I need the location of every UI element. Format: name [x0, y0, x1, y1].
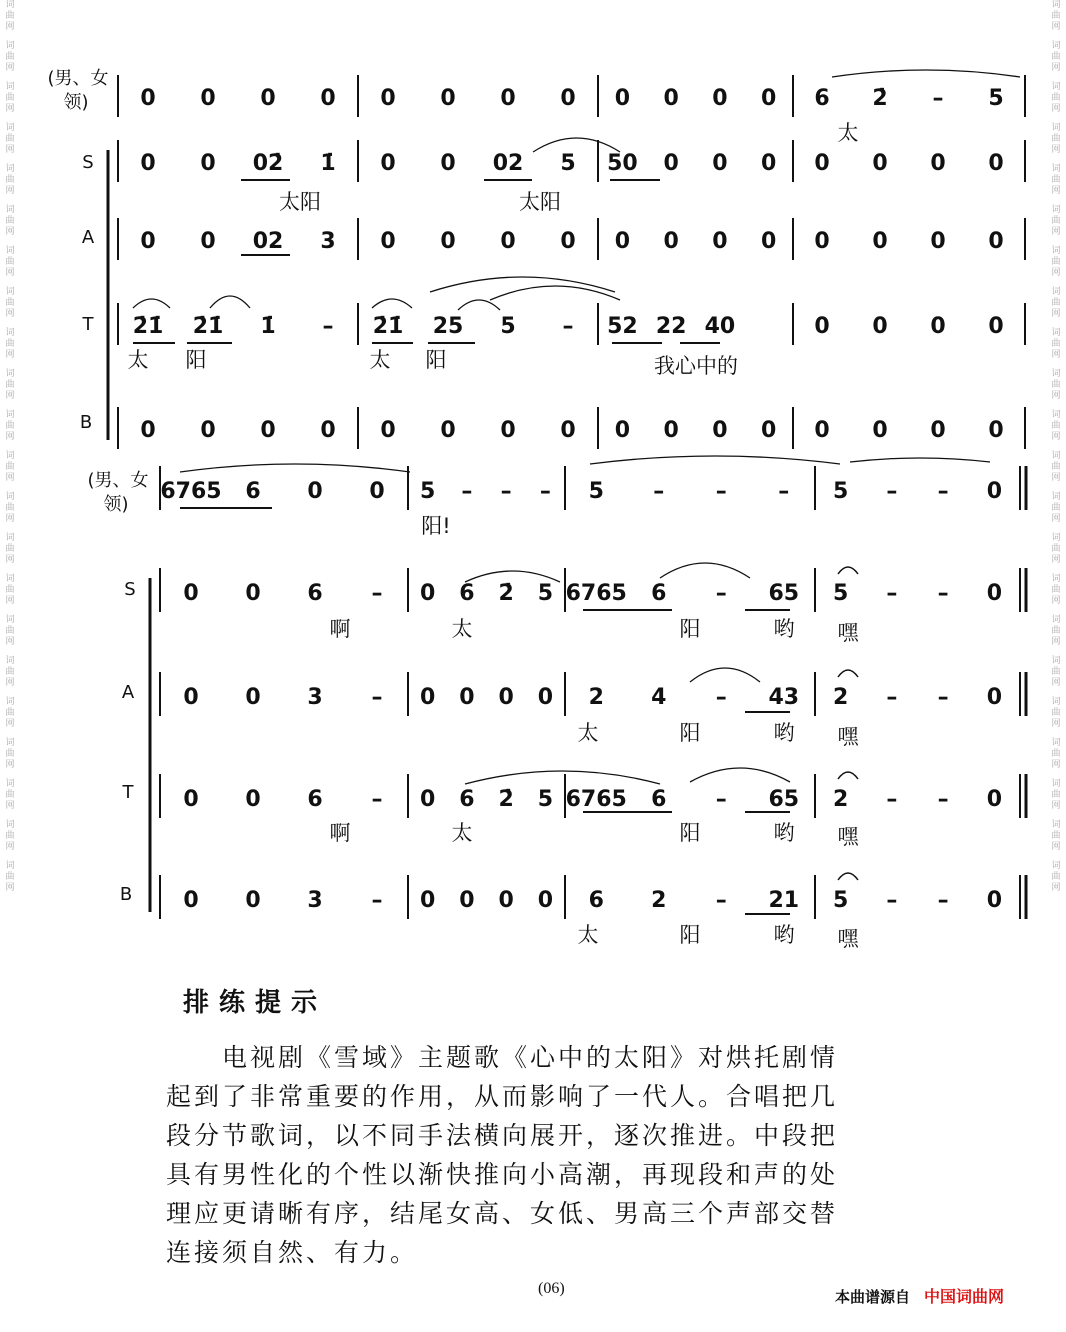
note-A: 0	[500, 229, 516, 254]
note-leader: 2̇	[872, 86, 888, 111]
tips-line: 起到了非常重要的作用，从而影响了一代人。合唱把几	[166, 1082, 839, 1111]
note-leader: 0	[560, 86, 576, 111]
note-T: 0	[183, 787, 199, 812]
note-S: –	[715, 581, 727, 606]
note-B: 0	[537, 888, 554, 913]
note-A: 0	[140, 229, 156, 254]
watermark-text: 词曲网	[5, 123, 15, 155]
note-S: 0	[712, 151, 728, 176]
note-S: 0	[440, 151, 456, 176]
note-leader: 6	[814, 86, 830, 111]
voice-label: T	[82, 314, 94, 335]
slur	[465, 771, 660, 784]
note-B: –	[371, 888, 383, 913]
note-T: 6	[651, 787, 667, 812]
note-T: 6765	[565, 787, 627, 812]
note-B: 0	[814, 418, 830, 443]
note-B: 0	[500, 418, 516, 443]
watermark-text: 词曲网	[5, 738, 15, 770]
watermark-text: 词曲网	[1051, 820, 1061, 852]
tips-line: 电视剧《雪域》主题歌《心中的太阳》对烘托剧情	[166, 1043, 839, 1072]
note-leader: 0	[712, 86, 728, 111]
note-T: 0	[930, 314, 946, 339]
slur	[133, 299, 170, 308]
rehearsal-tips-body	[166, 1038, 956, 1272]
note-S: 0	[245, 581, 261, 606]
note-A: 0	[200, 229, 216, 254]
watermark-text: 词曲网	[1051, 0, 1061, 32]
note-S: 0	[663, 151, 679, 176]
note-leader: –	[932, 86, 944, 111]
slur	[458, 300, 500, 310]
fermata	[838, 670, 858, 677]
note-T: 0	[988, 314, 1004, 339]
note-A: 0	[183, 685, 199, 710]
note-leader: 5	[832, 479, 849, 504]
watermark-text: 词曲网	[1051, 287, 1061, 319]
watermark-text: 词曲网	[1051, 451, 1061, 483]
lyric: 我心中的	[654, 354, 738, 378]
note-T: 0	[814, 314, 830, 339]
note-S: 5	[560, 151, 576, 176]
note-A: 0	[930, 229, 946, 254]
note-S: 5	[537, 581, 554, 606]
voice-label: T	[122, 782, 134, 803]
note-S: –	[371, 581, 383, 606]
voice-label: 领)	[103, 494, 129, 515]
note-leader: –	[778, 479, 790, 504]
lyric: 太	[127, 348, 149, 372]
note-T: 6	[307, 787, 323, 812]
note-B: 0	[712, 418, 728, 443]
watermark-text: 词曲网	[1051, 164, 1061, 196]
note-leader: 0	[986, 479, 1003, 504]
watermark-text: 词曲网	[5, 492, 15, 524]
lyric: 太阳	[279, 190, 321, 214]
note-A: 43	[768, 685, 800, 710]
lyric: 太	[369, 348, 391, 372]
note-T: 65	[768, 787, 800, 812]
note-T: –	[937, 787, 949, 812]
note-B: 0	[986, 888, 1003, 913]
tips-line: 理应更请晰有序，结尾女高、女低、男高三个声部交替	[166, 1199, 839, 1228]
note-B: 0	[183, 888, 199, 913]
watermark-text: 词曲网	[5, 820, 15, 852]
watermark-text: 词曲网	[1051, 738, 1061, 770]
note-T: 0	[419, 787, 436, 812]
fermata	[838, 567, 858, 574]
note-leader: –	[461, 479, 473, 504]
note-S: 6	[651, 581, 667, 606]
note-S: 0	[930, 151, 946, 176]
note-T: 25	[432, 314, 464, 339]
note-S: 5	[832, 581, 849, 606]
note-T: 2̇1̇	[372, 314, 404, 339]
note-leader: 0	[500, 86, 516, 111]
note-B: 0	[419, 888, 436, 913]
slur	[850, 458, 990, 462]
lyric: 啊	[329, 821, 351, 845]
note-leader: –	[937, 479, 949, 504]
lyric: 阳	[679, 923, 701, 947]
note-S: 2̇	[498, 581, 514, 606]
note-T: –	[562, 314, 574, 339]
lyric: 太	[577, 923, 599, 947]
note-T: –	[371, 787, 383, 812]
lyric: 太	[837, 121, 859, 145]
voice-label: A	[81, 227, 95, 248]
note-T: –	[886, 787, 898, 812]
note-A: 3	[320, 229, 336, 254]
watermark-text: 词曲网	[5, 861, 15, 893]
watermark-text: 词曲网	[1051, 492, 1061, 524]
slur	[832, 70, 1020, 77]
note-S: –	[937, 581, 949, 606]
watermark-text: 词曲网	[1051, 697, 1061, 729]
fermata	[838, 772, 858, 779]
lyric: 太	[451, 617, 473, 641]
watermark-text: 词曲网	[5, 451, 15, 483]
note-B: 0	[930, 418, 946, 443]
note-S: 02	[492, 151, 524, 176]
note-S: 0	[183, 581, 199, 606]
note-B: 0	[872, 418, 888, 443]
note-T: 52	[607, 314, 638, 339]
note-B: –	[886, 888, 898, 913]
note-leader: 5	[588, 479, 604, 504]
note-B: 0	[200, 418, 216, 443]
note-leader: 0	[440, 86, 456, 111]
note-A: 0	[440, 229, 456, 254]
slur	[660, 563, 750, 578]
note-A: 0	[537, 685, 554, 710]
note-leader: 0	[200, 86, 216, 111]
watermark-text: 词曲网	[1051, 861, 1061, 893]
note-A: 0	[760, 229, 777, 254]
note-A: 0	[380, 229, 396, 254]
watermark-text: 词曲网	[5, 0, 15, 32]
watermark-text: 词曲网	[1051, 533, 1061, 565]
note-leader: –	[653, 479, 665, 504]
note-leader: 5	[419, 479, 436, 504]
lyric: 阳	[185, 348, 207, 372]
note-S: 0	[872, 151, 888, 176]
note-S: 0	[986, 581, 1003, 606]
voice-label: (男、女	[87, 470, 149, 491]
note-S: –	[886, 581, 898, 606]
note-B: 0	[560, 418, 576, 443]
note-T: 2̇1̇	[192, 314, 224, 339]
watermark-text: 词曲网	[5, 779, 15, 811]
note-A: 2	[588, 685, 604, 710]
voice-label: B	[119, 884, 133, 905]
note-A: 0	[614, 229, 631, 254]
note-leader: –	[886, 479, 898, 504]
voice-label: A	[121, 682, 135, 703]
lyric: 嘿	[837, 725, 859, 749]
note-B: 0	[380, 418, 396, 443]
note-S: 0	[419, 581, 436, 606]
note-A: 2	[832, 685, 849, 710]
watermark-text: 词曲网	[5, 697, 15, 729]
tips-line: 连接须自然、有力。	[166, 1238, 419, 1267]
slur	[210, 296, 250, 308]
note-A: 0	[498, 685, 514, 710]
voice-label: S	[82, 152, 94, 173]
voice-label: S	[124, 579, 136, 600]
page-number: (06)	[538, 1280, 565, 1297]
note-T: 2	[832, 787, 849, 812]
note-B: 0	[614, 418, 631, 443]
note-A: 0	[814, 229, 830, 254]
note-T: –	[715, 787, 727, 812]
watermark-text: 词曲网	[5, 410, 15, 442]
note-A: –	[371, 685, 383, 710]
note-B: –	[937, 888, 949, 913]
tips-line: 段分节歌词，以不同手法横向展开，逐次推进。中段把	[166, 1121, 839, 1150]
watermark-text: 词曲网	[5, 41, 15, 73]
note-B: 0	[245, 888, 261, 913]
note-B: 3	[307, 888, 323, 913]
lyric: 太	[451, 821, 473, 845]
lyric: 哟	[773, 721, 795, 745]
voice-label: B	[79, 412, 93, 433]
note-B: 0	[320, 418, 336, 443]
note-B: 0	[440, 418, 456, 443]
lyric: 阳	[679, 617, 701, 641]
note-leader: 0	[760, 86, 777, 111]
watermark-text: 词曲网	[5, 369, 15, 401]
lyric: 嘿	[837, 621, 859, 645]
note-leader: –	[500, 479, 512, 504]
slur	[690, 668, 760, 682]
lyric: 哟	[773, 923, 795, 947]
lyric: 嘿	[837, 825, 859, 849]
note-T: 1̇	[260, 314, 276, 339]
note-leader: 0	[260, 86, 276, 111]
note-T: 0	[245, 787, 261, 812]
watermark-text: 词曲网	[5, 328, 15, 360]
note-S: 0	[200, 151, 216, 176]
note-T: 2̇1̇	[132, 314, 164, 339]
note-S: 0	[380, 151, 396, 176]
note-A: 0	[663, 229, 679, 254]
note-S: 0	[760, 151, 777, 176]
source-label: 本曲谱源自	[835, 1288, 911, 1306]
rehearsal-tips-title: 排练提示	[183, 988, 328, 1018]
note-A: 0	[459, 685, 475, 710]
slur	[533, 138, 620, 152]
note-A: 0	[712, 229, 728, 254]
note-T: 40	[704, 314, 736, 339]
note-B: 0	[459, 888, 475, 913]
note-S: 6765	[565, 581, 627, 606]
note-leader: 0	[307, 479, 323, 504]
note-B: 0	[988, 418, 1004, 443]
watermark-text: 词曲网	[5, 574, 15, 606]
lyric: 阳	[679, 721, 701, 745]
watermark-text: 词曲网	[1051, 369, 1061, 401]
note-A: 0	[419, 685, 436, 710]
lyric: 太	[577, 721, 599, 745]
source-credit	[835, 1284, 1004, 1307]
note-leader: 0	[320, 86, 336, 111]
slur	[372, 299, 412, 308]
note-B: 21	[768, 888, 800, 913]
note-A: 0	[986, 685, 1003, 710]
note-S: 1̇	[320, 151, 336, 176]
watermark-text: 词曲网	[5, 656, 15, 688]
note-A: 0	[245, 685, 261, 710]
note-T: 0	[872, 314, 888, 339]
note-B: 6	[588, 888, 604, 913]
watermark-text: 词曲网	[1051, 82, 1061, 114]
note-S: 0	[988, 151, 1004, 176]
watermark-text: 词曲网	[1051, 246, 1061, 278]
note-A: –	[715, 685, 727, 710]
site-name[interactable]: 中国词曲网	[924, 1287, 1005, 1306]
note-A: 0	[872, 229, 888, 254]
note-B: 0	[498, 888, 514, 913]
note-T: 2̇	[498, 787, 514, 812]
note-A: 02	[252, 229, 284, 254]
note-S: 02̇	[252, 151, 284, 176]
lyric: 嘿	[837, 927, 859, 951]
note-S: 0	[140, 151, 156, 176]
note-S: 6	[459, 581, 475, 606]
note-leader: 5	[988, 86, 1004, 111]
watermark-text: 词曲网	[1051, 41, 1061, 73]
note-leader: 0	[140, 86, 156, 111]
watermark-text: 词曲网	[5, 82, 15, 114]
lyric: 哟	[773, 617, 795, 641]
lyric: 哟	[773, 821, 795, 845]
watermark-text: 词曲网	[1051, 328, 1061, 360]
note-T: 5	[537, 787, 554, 812]
note-A: 0	[988, 229, 1004, 254]
note-A: 4	[651, 685, 667, 710]
tips-line: 具有男性化的个性以渐快推向小高潮，再现段和声的处	[166, 1160, 839, 1189]
watermark-text: 词曲网	[1051, 410, 1061, 442]
note-A: –	[886, 685, 898, 710]
note-leader: 0	[380, 86, 396, 111]
note-leader: 6765	[160, 479, 222, 504]
note-B: 0	[760, 418, 777, 443]
watermark-text: 词曲网	[5, 533, 15, 565]
watermark-text: 词曲网	[1051, 574, 1061, 606]
note-B: 5	[832, 888, 849, 913]
note-A: –	[937, 685, 949, 710]
note-S: 50	[607, 151, 638, 176]
slur	[180, 464, 410, 472]
note-leader: –	[715, 479, 727, 504]
note-B: 0	[260, 418, 276, 443]
note-T: –	[322, 314, 334, 339]
watermark-text: 词曲网	[5, 615, 15, 647]
note-B: 0	[663, 418, 679, 443]
note-S: 6	[307, 581, 323, 606]
note-B: 0	[140, 418, 156, 443]
watermark-text: 词曲网	[5, 246, 15, 278]
lyric: 阳	[425, 348, 447, 372]
watermark-text: 词曲网	[1051, 779, 1061, 811]
watermark-text: 词曲网	[1051, 615, 1061, 647]
note-leader: 6	[245, 479, 261, 504]
slur	[690, 768, 790, 782]
note-leader: 0	[614, 86, 631, 111]
note-T: 5	[500, 314, 516, 339]
note-A: 0	[560, 229, 576, 254]
watermark-text: 词曲网	[5, 164, 15, 196]
note-T: 6	[459, 787, 475, 812]
fermata	[838, 873, 858, 880]
lyric: 阳	[679, 821, 701, 845]
note-B: –	[715, 888, 727, 913]
slur	[590, 456, 840, 464]
note-leader: 0	[369, 479, 385, 504]
voice-label: (男、女	[47, 68, 109, 89]
note-S: 65	[768, 581, 800, 606]
lyric: 太阳	[519, 190, 561, 214]
watermark-text: 词曲网	[1051, 656, 1061, 688]
watermark-text: 词曲网	[5, 287, 15, 319]
note-leader: 0	[663, 86, 679, 111]
lyric: 阳!	[421, 514, 451, 538]
lyric: 啊	[329, 617, 351, 641]
note-T: 22	[655, 314, 687, 339]
note-A: 3	[307, 685, 323, 710]
note-S: 0	[814, 151, 830, 176]
watermark-text: 词曲网	[5, 205, 15, 237]
voice-label: 领)	[63, 92, 89, 113]
note-T: 0	[986, 787, 1003, 812]
watermark-text: 词曲网	[1051, 205, 1061, 237]
watermark-text: 词曲网	[1051, 123, 1061, 155]
note-leader: –	[539, 479, 551, 504]
note-B: 2	[651, 888, 667, 913]
